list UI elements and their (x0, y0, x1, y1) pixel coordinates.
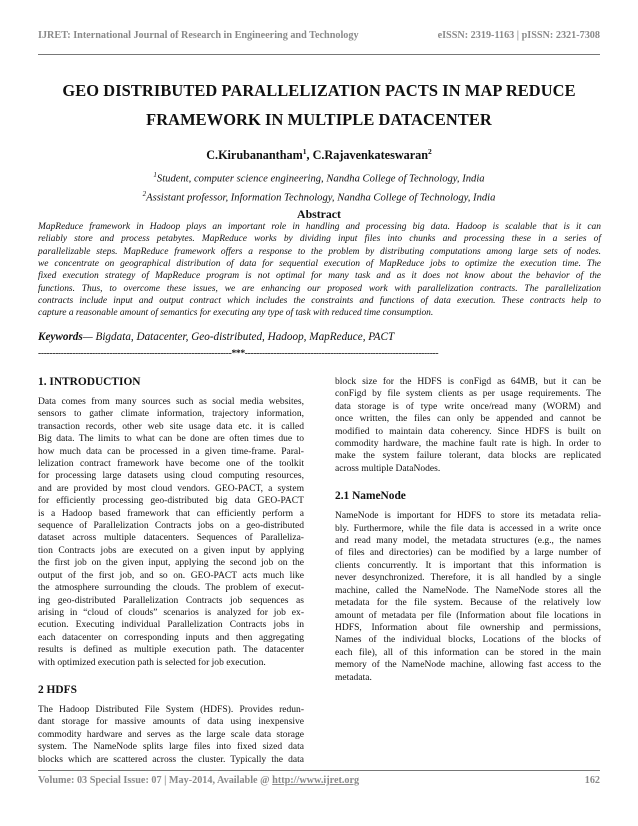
text-line: for efficiently processing geo-distributed big data GEO-PACT (38, 495, 304, 507)
abstract-body (38, 221, 601, 320)
text-line: each datacenter on corresponding inputs and then aggregating (38, 631, 304, 643)
abstract-line: functions. Thus, to overcome these issues, we are enhancing our proposed work with parallelization contracts. The parallelization (38, 283, 601, 294)
namenode-paragraph (335, 510, 601, 684)
text-line: and read many model, the metadata structures (e.g., the names (335, 535, 601, 547)
text-line: system. The NameNode splits large files into fixed sized data (38, 741, 304, 753)
issn: eISSN: 2319-1163 | pISSN: 2321-7308 (437, 30, 600, 41)
text-line: metadata. (335, 671, 372, 683)
volume-text: Volume: 03 Special Issue: 07 | May-2014, Available @ (38, 775, 273, 786)
text-line: tion Contracts jobs are executed on a given input by applying (38, 544, 304, 556)
affiliations (40, 168, 598, 205)
author-1: C.Kirubanantham (206, 148, 303, 163)
text-line: machine, called the NameNode. The NameNode stores all the (335, 584, 601, 596)
title-line-2: FRAMEWORK IN MULTIPLE DATACENTER (146, 110, 492, 129)
running-footer (38, 775, 600, 791)
text-line: clients concurrently. It is important that this information is (335, 559, 601, 571)
text-line: commodity hardware, the machine fault rate is high. In order to (335, 438, 601, 450)
author-1-sup: 1 (302, 147, 307, 156)
text-line: Data comes from many sources such as social media websites, (38, 396, 304, 407)
left-column (38, 375, 304, 766)
section-heading-namenode: 2.1 NameNode (335, 490, 406, 503)
text-line: metadata for the file system. Because of the relatively low (335, 597, 601, 609)
hdfs-paragraph (38, 704, 304, 766)
affiliation-1-sup: 1 (153, 171, 157, 179)
text-line: never desynchronized. Therefore, it is all handled by a single (335, 572, 601, 584)
text-line: output of the first job, and so on. GEO-PACT acts much like (38, 569, 304, 581)
text-line: dant storage for massive amounts of data using inexpensive (38, 716, 304, 728)
abstract-line: capture a reasonable amount of semantics for executing any type of task with reduced time consumption. (38, 308, 434, 319)
text-line: dataset across multiple datacenters. Sequences of Paralleliza- (38, 532, 304, 544)
abstract-line: reliably store and process petabytes. MapReduce works by dividing input files into chunks and processing these in a series of (38, 234, 601, 245)
abstract-line: parallelizable steps. MapReduce framework offers a response to the problem by distributing computations among large sets of nodes. (38, 246, 601, 257)
affiliation-2-sup: 2 (142, 189, 147, 198)
keywords-text: — Bigdata, Datacenter, Geo-distributed, Hadoop, MapReduce, PACT (82, 331, 395, 343)
text-line: results is defined as multiple execution path. The datacenter (38, 644, 304, 656)
section-heading-hdfs: 2 HDFS (38, 683, 77, 696)
text-line: data storage is of type write once/read many (WORM) and (335, 400, 601, 412)
text-line: arising in “cloud of clouds” scenarios is analyzed for job ex- (38, 606, 304, 618)
hdfs-paragraph-continued (335, 376, 601, 475)
text-line: blocks which are scattered across the cluster. Typically the data (38, 753, 304, 765)
section-separator: --------------------------------------------------------------------***-------------------------------------------------------------------- (38, 348, 439, 359)
page-number: 162 (584, 775, 600, 786)
text-line: lelization contract framework have become one of the toolkit (38, 458, 304, 470)
abstract-line: fixed execution strategy of MapReduce program is not optimal for many task and as it does not know about the behavior of the (38, 271, 601, 282)
header-rule (38, 54, 600, 55)
text-line: of files and directories) can be modified by a large number of (335, 547, 601, 559)
text-line: The Hadoop Distributed File System (HDFS). Provides redun- (38, 703, 304, 715)
text-line: ing geo-distributed Parallelization Contracts job sequences as (38, 594, 304, 606)
text-line: NameNode is important for HDFS to store its metadata relia- (335, 510, 601, 522)
affiliation-2 (40, 187, 598, 206)
author-list (40, 147, 598, 163)
text-line: is a Hadoop based framework that can efficiently perform a (38, 507, 304, 519)
affiliation-2-text: Assistant professor, Information Technology, Nandha College of Technology, India (146, 192, 496, 204)
footer-rule (38, 770, 600, 771)
journal-link[interactable]: http://www.ijret.org (272, 775, 360, 786)
text-line: for processing large datasets using cloud computing resources, (38, 470, 304, 482)
title-line-1: GEO DISTRIBUTED PARALLELIZATION PACTS IN MAP REDUCE (62, 81, 576, 100)
paper-title (40, 76, 598, 134)
keywords (38, 331, 600, 343)
text-line: Names of the individual blocks, Locations of the blocks of (335, 634, 601, 646)
text-line: commodity hardware and serves as the large scale data storage (38, 728, 304, 740)
text-line: make the system failure tolerant, data blocks are replicated (335, 450, 601, 462)
abstract-line: contracts include input and output contract which includes the constraints and functions of data execution. These contracts help to (38, 296, 601, 307)
text-line: each file), all of this information can be stored in the main (335, 646, 601, 658)
introduction-paragraph (38, 396, 304, 669)
abstract-line: we concentrate on geographical distribution of data for sequential execution of MapReduce jobs to optimize the execution time. The (38, 259, 601, 270)
text-line: conFigd by file system clients as per usage requirements. The (335, 388, 601, 400)
right-column (335, 376, 601, 684)
abstract-heading: Abstract (297, 207, 341, 221)
text-line: block size for the HDFS is conFigd as 64MB, but it can be (335, 376, 601, 387)
section-heading-introduction: 1. INTRODUCTION (38, 376, 141, 388)
text-line: the atmosphere surrounding the clouds. The problem of execut- (38, 582, 304, 594)
affiliation-1 (40, 168, 598, 187)
author-2-sup: 2 (428, 147, 432, 156)
author-2: C.Rajavenkateswaran (312, 148, 429, 163)
text-line: how much data can be processed in a given time-frame. Paral- (38, 445, 304, 457)
author-separator: , (306, 148, 313, 163)
text-line: ecution. Executing individual Parallelization Contracts jobs in (38, 619, 304, 631)
text-line: across multiple DataNodes. (335, 462, 441, 474)
volume-info (38, 775, 359, 786)
running-header (38, 30, 600, 46)
text-line: amount of metadata per file (Information about file locations in (335, 609, 601, 621)
text-line: sensors to gather climate information, trajectory information, (38, 408, 304, 420)
text-line: modified to maintain data coherency. Since HDFS is built on (335, 425, 601, 437)
abstract-line: MapReduce framework in Hadoop plays an important role in handling and processing big data. Hadoop is scalable that is it can (38, 222, 601, 232)
text-line: once written, the files can only be appended and cannot be (335, 413, 601, 425)
text-line: bly. Furthermore, while the file data is accessed in a write once (335, 522, 601, 534)
text-line: memory of the NameNode machine, allowing fast access to the (335, 659, 601, 671)
text-line: and are provided by most cloud vendors. GEO-PACT, a system (38, 482, 304, 494)
keywords-label: Keywords (38, 331, 83, 343)
affiliation-1-text: Student, computer science engineering, Nandha College of Technology, India (156, 173, 485, 185)
text-line: the first job on the given input, applying the second job on the (38, 557, 304, 569)
text-line: transaction records, other web site usage data etc. it is called (38, 420, 304, 432)
journal-name: IJRET: International Journal of Research in Engineering and Technology (38, 30, 359, 41)
text-line: sequence of Parallelization Contracts jobs on a geo-distributed (38, 520, 304, 532)
text-line: with optimized execution path is selected for job execution. (38, 656, 266, 668)
text-line: Big data. The limits to what can be done are often times due to (38, 433, 304, 445)
text-line: HDFS, Information about file ownership and permissions, (335, 621, 601, 633)
